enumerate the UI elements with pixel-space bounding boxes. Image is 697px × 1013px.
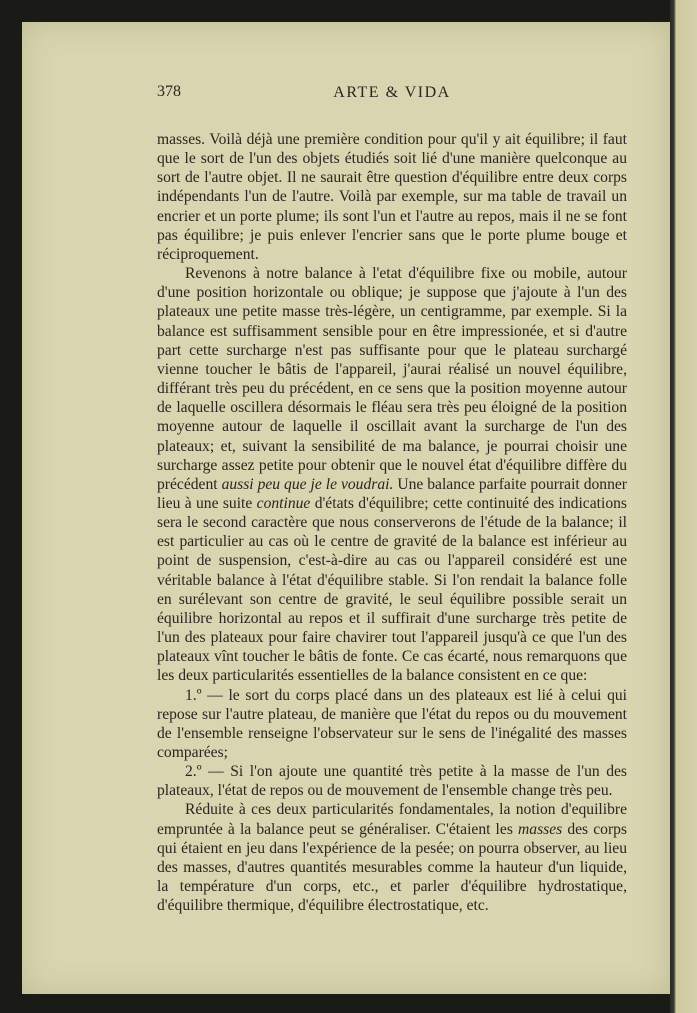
adjacent-page-edge xyxy=(670,0,697,1013)
paragraph-1: masses. Voilà déjà une première condition pour qu'il y ait équilibre; il faut que le sort de l'un des objets étudiés soit lié d'une manière quelconque au sort de l'autre objet. Il ne saurait être question d'équilibre entre deux corps indépendants l'un de l'autre. Voilà par exemple, sur ma table de travail un encrier et un porte plume; ils sont l'un et l'autre au repos, mais il ne se font pas équilibre; je puis enlever l'encrier sans que le porte plume bouge et réciproquement. xyxy=(157,131,627,263)
italic-word: masses xyxy=(518,820,563,838)
paragraph-2: Revenons à notre balance à l'etat d'équilibre fixe ou mobile, autour d'une position horizontale ou oblique; je suppose que j'ajoute à l'un des plateaux une petite masse très-légère, un centigramme, par exemple. Si la balance est suffisamment sensible pour en être impressionée, et si d'autre part cette surcharge n'est pas suffisante pour que le plateau surchargé vienne toucher le bâtis de l'appareil, j'aurai réalisé un nouvel équilibre, différant très peu du précédent, en ce sens que la position moyenne autour de laquelle oscillera désormais le fléau sera très peu éloigné de la position moyenne autour de laquelle il oscillait avant la surcharge de l'un des plateaux; et, suivant la sensibilité de ma balance, je pourrai choisir une surcharge assez petite pour obtenir que le nouvel état d'équilibre diffère du précédent aussi peu que je le voudrai. Une balance parfaite pourrait donner lieu à une suite continue d'états d'équilibre; cette continuité des indications sera le second caractère que nous conserverons de l'étude de la balance; il est particulier au cas où le centre de gravité de la balance est inférieur au point de suspension, c'est-à-dire au cas ou l'appareil considéré est une véritable balance à l'état d'équilibre stable. Si l'on rendait la balance folle en surélevant son centre de gravité, le seul équilibre possible serait un équilibre horizontal au repos et il suffirait d'une surcharge très petite de l'un des plateaux pour faire chavirer tout l'appareil jusqu'à ce que l'un des plateaux vînt toucher le bâtis de fonte. Ce cas écarté, nous remarquons que les deux particularités essentielles de la balance consistent en ce que: xyxy=(157,265,628,685)
italic-phrase: aussi peu que je le voudrai. xyxy=(221,475,394,493)
running-title: ARTE & VIDA xyxy=(333,84,451,101)
list-item-1: 1.º — le sort du corps placé dans un des plateaux est lié à celui qui repose sur l'autre plateau, de manière que l'état du repos ou du mouvement de l'ensemble renseigne l'observateur sur le sens de l'inégalité des masses comparées; xyxy=(157,686,627,761)
list-item-2: 2.º — Si l'on ajoute une quantité très petite à la masse de l'un des plateaux, l'état de repos ou de mouvement de l'ensemble change très peu. xyxy=(157,763,627,800)
italic-word: continue xyxy=(256,494,311,512)
page-number: 378 xyxy=(157,83,181,100)
body-text xyxy=(157,130,627,915)
paragraph-3: Réduite à ces deux particularités fondamentales, la notion d'equilibre empruntée à la balance peut se généraliser. C'étaient les masses des corps qui étaient en jeu dans l'expérience de la pesée; on pourra observer, au lieu des masses, d'autres quantités mesurables comme la hauteur d'un liquide, la température d'un corps, etc., et parler d'équilibre hydrostatique, d'équilibre thermique, d'équilibre électrostatique, etc. xyxy=(157,801,627,915)
